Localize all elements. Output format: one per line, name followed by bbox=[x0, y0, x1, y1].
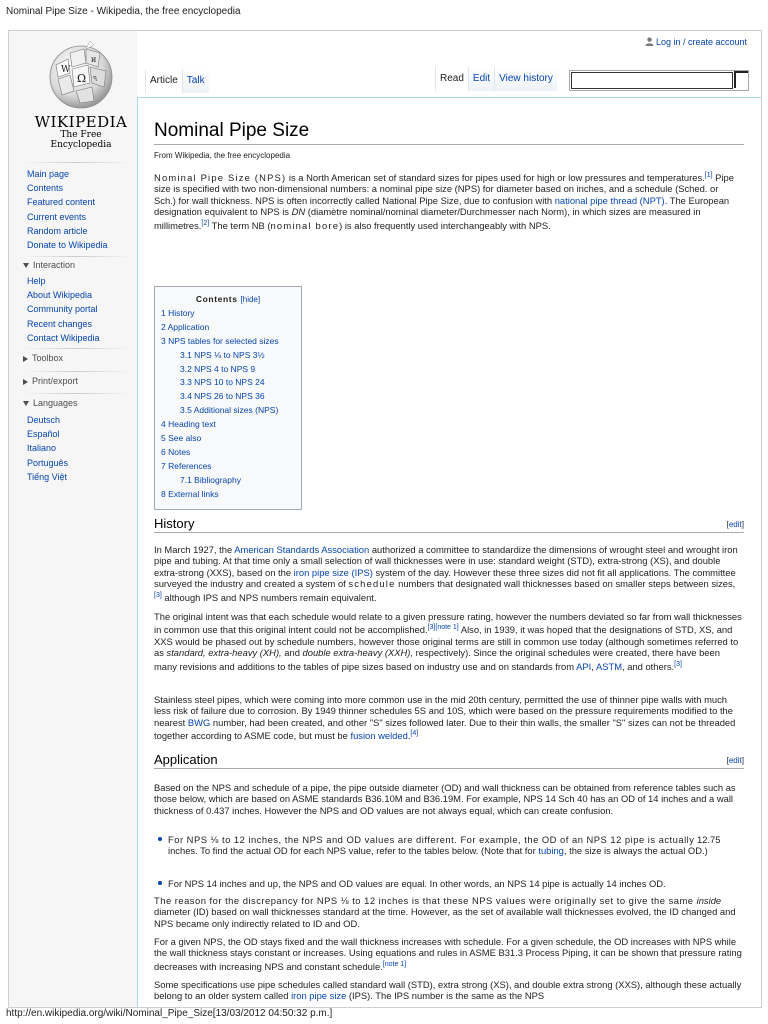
term-nominal-bore: nominal bore bbox=[270, 219, 340, 231]
text-run: Also, in 1939, it was hoped that the designations of STD, XS, and XXS would be phased out by schedule numbers, however those original terms are still in common use today (although sometimes referred to as bbox=[154, 624, 739, 659]
link-astm[interactable]: ASTM bbox=[595, 660, 623, 672]
term-dn: DN bbox=[291, 206, 306, 218]
toolbox-heading[interactable] bbox=[23, 353, 63, 363]
nav-contents[interactable]: Contents bbox=[27, 183, 64, 194]
nav-recent-changes[interactable]: Recent changes bbox=[27, 318, 93, 329]
nav-contact-wikipedia[interactable]: Contact Wikipedia bbox=[27, 332, 100, 343]
ref-note-1[interactable]: [note 1] bbox=[382, 960, 407, 968]
toolbox-heading-label: Toolbox bbox=[32, 353, 64, 363]
sidebar-divider bbox=[23, 371, 131, 372]
text-run: number, had been created, and other "S" sizes followed later. Due to their thin walls, the smaller "S" sizes can not be threaded together according to ASME code, but must be bbox=[154, 716, 736, 742]
login-label: Log in / create account bbox=[655, 37, 747, 47]
history-paragraph-3 bbox=[154, 694, 742, 742]
toc-item[interactable]: 1 History bbox=[161, 308, 195, 318]
nav-portal bbox=[27, 167, 137, 252]
text-run: . The European designation equivalent to NPS is bbox=[154, 194, 730, 218]
edit-history-button[interactable]: edit bbox=[728, 520, 742, 529]
table-of-contents bbox=[154, 286, 302, 510]
login-link[interactable] bbox=[645, 37, 747, 47]
lang-italiano[interactable]: Italiano bbox=[27, 443, 57, 454]
ref-2[interactable]: [2] bbox=[201, 219, 210, 227]
logo-wordmark: WIKIPEDIA bbox=[34, 113, 128, 131]
toc-item[interactable]: 6 Notes bbox=[161, 446, 191, 457]
tab-read[interactable]: Read bbox=[435, 67, 468, 91]
tab-talk[interactable]: Talk bbox=[182, 69, 209, 93]
text-run: numbers that designated wall thicknesses based on smaller steps between sizes, bbox=[395, 578, 736, 590]
lang-espanol[interactable]: Español bbox=[27, 429, 60, 440]
toc-item[interactable]: 3.3 NPS 10 to NPS 24 bbox=[180, 377, 265, 388]
text-run: Stainless steel pipes, which were coming into more common use in the mid 20th century, permitted the use of thinner pipe walls with much less risk of failure due to corrosion. By 1949 thinner schedules 5S and 10S, which were based on the pressure requirements modified to the nearest bbox=[154, 694, 733, 728]
text-run: and bbox=[281, 647, 303, 659]
term-schedule: schedule bbox=[348, 578, 396, 590]
term-extra-heavy: standard, extra-heavy (XH), bbox=[166, 647, 282, 659]
search-input[interactable] bbox=[571, 72, 733, 89]
bullet-icon bbox=[158, 881, 162, 885]
list-item bbox=[168, 834, 742, 857]
toc-item[interactable]: 3.1 NPS ⅛ to NPS 3½ bbox=[180, 349, 265, 360]
link-national-pipe-thread[interactable]: national pipe thread (NPT) bbox=[554, 194, 665, 206]
lang-deutsch[interactable]: Deutsch bbox=[27, 415, 61, 425]
collapse-arrow-icon bbox=[23, 263, 29, 268]
term-inside: inside bbox=[696, 895, 722, 906]
page-frame bbox=[8, 30, 762, 1008]
edit-application-button[interactable]: edit bbox=[728, 756, 742, 765]
heading-history bbox=[154, 516, 744, 533]
toc-item[interactable]: 3.5 Additional sizes (NPS) bbox=[180, 405, 279, 416]
heading-application bbox=[154, 752, 744, 769]
tab-view-history[interactable]: View history bbox=[494, 67, 557, 91]
toc-item[interactable]: 3.2 NPS 4 to NPS 9 bbox=[180, 363, 256, 374]
sidebar-divider bbox=[23, 348, 131, 349]
search-box bbox=[569, 70, 749, 91]
toc-title: Contents bbox=[195, 294, 238, 304]
svg-text:W: W bbox=[61, 65, 71, 75]
text-run: diameter (ID) based on wall thicknesses standard at the time. However, as the set of available wall thicknesses evolved, the ID changed and NPS became only indirectly related to ID and OD. bbox=[154, 906, 736, 929]
ref-1[interactable]: [1] bbox=[704, 172, 713, 179]
tab-edit[interactable]: Edit bbox=[468, 67, 494, 91]
lang-tieng-viet[interactable]: Tiếng Việt bbox=[27, 471, 68, 482]
link-iron-pipe-size[interactable]: iron pipe size (IPS) bbox=[293, 566, 373, 578]
toc-item[interactable]: 3 NPS tables for selected sizes bbox=[161, 335, 279, 346]
application-paragraph-4 bbox=[154, 979, 742, 1002]
history-paragraph-2: The original intent was that each schedule would relate to a given pressure rating, however the numbers deviated so far from wall thicknesses in common use that this original intent could not be accomplished.[3][note 1] Also, in 1939, it was hoped that the designations of STD, XS, and XXS would be phased out by schedule numbers, however those original terms are still in common use today (although sometimes referred to as standard, extra-heavy (XH), and double extra-heavy (XXH), respectively). Since the original schedules were created, there have been many revisions and additions to the tables of pipe sizes based on industry use and on standards from API, ASTM, and others.[3] bbox=[154, 611, 742, 672]
application-paragraph-1: Based on the NPS and schedule of a pipe, the pipe outside diameter (OD) and wall thickness can be obtained from reference tables such as those below, which are based on ASME standards B36.10M and B36.19M. For example, NPS 14 Sch 40 has an OD of 14 inches and a wall thickness of 0.437 inches. However the NPS and OD values are not always equal, which can create confusion. bbox=[154, 782, 736, 816]
text-run: 12.75 inches. To find the actual OD for each NPS value, refer to the tables below. (Note that for bbox=[168, 834, 721, 857]
text-run: Some specifications use pipe schedules called standard wall (STD), extra strong (XS), and double extra strong (XXS), although these actually belong to an older system called bbox=[154, 979, 742, 1002]
ref-3-note-1[interactable]: [3][note 1] bbox=[427, 624, 459, 632]
print-footer: http://en.wikipedia.org/wiki/Nominal_Pipe_Size[13/03/2012 04:50:32 p.m.] bbox=[6, 1008, 333, 1019]
nav-donate[interactable]: Donate to Wikipedia bbox=[27, 239, 108, 250]
text-run: In March 1927, the bbox=[154, 544, 235, 555]
sidebar-divider bbox=[23, 162, 131, 163]
text-run: For a given NPS, the OD stays fixed and the wall thickness increases with schedule. For a given schedule, the OD increases with NPS while the wall thickness stays constant or increases. Using equations and rules in ASME B31.3 Process Piping, it can be shown that pressure rating decreases with increasing NPS and constant schedule. bbox=[154, 936, 742, 972]
toc-header bbox=[155, 294, 301, 304]
toc-item[interactable]: 8 External links bbox=[161, 488, 219, 499]
site-subtitle: From Wikipedia, the free encyclopedia bbox=[154, 151, 291, 160]
print-header: Nominal Pipe Size - Wikipedia, the free encyclopedia bbox=[6, 6, 241, 17]
lang-portugues[interactable]: Português bbox=[27, 457, 69, 468]
edit-section-link: [edit] bbox=[726, 520, 744, 529]
page-title: Nominal Pipe Size bbox=[154, 120, 744, 145]
ref-3b[interactable]: [3] bbox=[674, 660, 682, 668]
languages-portal bbox=[27, 413, 137, 484]
bullet-icon bbox=[158, 837, 162, 841]
link-api[interactable]: API bbox=[576, 660, 592, 672]
nav-featured-content[interactable]: Featured content bbox=[27, 197, 96, 208]
interaction-heading[interactable] bbox=[23, 260, 75, 270]
heading-history-label: History bbox=[154, 516, 195, 531]
text-run: For NPS 14 inches and up, the NPS and OD values are equal. In other words, an NPS 14 pipe is actually 14 inches OD. bbox=[168, 878, 666, 889]
heading-application-label: Application bbox=[154, 752, 218, 767]
text-run: The original intent was that each schedule would relate to a given pressure rating, however the numbers deviated so far from wall thicknesses in common use that this original intent could not be accomplished. bbox=[154, 611, 742, 636]
application-paragraph-3 bbox=[154, 936, 742, 972]
svg-text:ঀ: ঀ bbox=[93, 74, 98, 84]
nav-random-article[interactable]: Random article bbox=[27, 225, 88, 236]
namespace-tabs bbox=[145, 69, 209, 95]
nav-help[interactable]: Help bbox=[27, 276, 46, 286]
list-item bbox=[168, 878, 742, 889]
toc-item[interactable]: 3.4 NPS 26 to NPS 36 bbox=[180, 391, 265, 402]
text-run: although IPS and NPS numbers remain equivalent. bbox=[161, 591, 377, 603]
nav-about-wikipedia[interactable]: About Wikipedia bbox=[27, 290, 93, 301]
languages-heading[interactable] bbox=[23, 398, 78, 408]
term-double-extra-heavy: double extra-heavy (XXH), bbox=[302, 647, 413, 659]
intro-paragraph bbox=[154, 170, 742, 231]
text-run: The reason for the discrepancy for NPS ⅛ to 12 inches is that these NPS values were originally set to give the same bbox=[154, 895, 697, 906]
tab-article[interactable]: Article bbox=[145, 69, 182, 93]
text-run: respectively). Since the original schedules were created, there have been many revisions and additions to the tables of pipe sizes based on industry use and on standards from bbox=[154, 647, 720, 672]
wikipedia-logo[interactable] bbox=[31, 35, 131, 165]
svg-text:Ω: Ω bbox=[77, 72, 87, 85]
edit-section-link: [edit] bbox=[726, 756, 744, 765]
text-run: . bbox=[407, 730, 411, 742]
languages-heading-label: Languages bbox=[33, 398, 78, 408]
toc-list bbox=[161, 307, 301, 501]
nav-community-portal[interactable]: Community portal bbox=[27, 304, 98, 315]
link-bwg[interactable]: BWG bbox=[187, 716, 211, 728]
nav-current-events[interactable]: Current events bbox=[27, 211, 87, 222]
text-run: For NPS ⅛ to 12 inches, the NPS and OD values are different. For example, the OD of an NPS 12 pipe is actually bbox=[168, 834, 695, 845]
toc-item[interactable]: 4 Heading text bbox=[161, 419, 216, 430]
interaction-portal bbox=[27, 274, 137, 345]
text-run: is a North American set of standard sizes for pipes used for high or low pressures and temperatures. bbox=[286, 172, 705, 183]
nav-main-page[interactable]: Main page bbox=[27, 169, 70, 179]
text-run: (IPS). The IPS number is the same as the NPS bbox=[346, 990, 545, 1002]
toc-item[interactable]: 2 Application bbox=[161, 321, 210, 332]
logo-tagline: The Free Encyclopedia bbox=[50, 130, 112, 150]
view-tabs bbox=[435, 67, 557, 95]
link-iron-pipe-size-2[interactable]: iron pipe size bbox=[291, 990, 347, 1002]
globe-icon bbox=[46, 39, 116, 111]
toc-item[interactable]: 5 See also bbox=[161, 433, 202, 444]
interaction-heading-label: Interaction bbox=[33, 260, 76, 270]
sidebar-divider bbox=[23, 256, 131, 257]
collapse-arrow-icon bbox=[23, 401, 29, 406]
term-nps: Nominal Pipe Size (NPS) bbox=[154, 172, 287, 183]
ref-4[interactable]: [4] bbox=[410, 730, 419, 738]
link-fusion-welded[interactable]: fusion welded bbox=[350, 730, 408, 742]
print-export-heading[interactable] bbox=[23, 376, 78, 386]
text-run: , and others. bbox=[622, 660, 675, 672]
user-icon bbox=[645, 37, 654, 46]
toc-hide-toggle[interactable]: [hide] bbox=[240, 295, 261, 304]
article-content bbox=[137, 97, 762, 1008]
ref-3[interactable]: [3] bbox=[154, 591, 162, 599]
toc-item[interactable]: 7.1 Bibliography bbox=[180, 474, 241, 485]
text-run: authorized a committee to standardize the dimensions of wrought steel and wrought iron pipe and tubing. At that time only a small selection of wall thicknesses were in use: standard weight (STD), extra-strong (XS), and double extra-strong (XXS), based on the bbox=[154, 544, 738, 578]
link-american-standards-association[interactable]: American Standards Association bbox=[234, 544, 370, 555]
text-run: The term NB ( bbox=[209, 219, 271, 231]
print-export-heading-label: Print/export bbox=[32, 376, 79, 386]
toc-item[interactable]: 7 References bbox=[161, 460, 212, 471]
text-run: ) is also frequently used interchangeably with NPS. bbox=[339, 219, 551, 231]
sidebar bbox=[9, 31, 137, 1007]
text-run: Pipe size is specified with two non-dimensional numbers: a nominal pipe size (NPS) for diameter based on inches, and a schedule (Sched. or Sch.) for wall thickness. NPS is often incorrectly called National Pipe Size, due to confusion with bbox=[154, 172, 734, 206]
sidebar-divider bbox=[23, 393, 131, 394]
search-button[interactable] bbox=[734, 71, 748, 88]
history-paragraph-1 bbox=[154, 544, 742, 603]
svg-text:и: и bbox=[91, 55, 97, 64]
link-tubing[interactable]: tubing bbox=[538, 845, 564, 857]
expand-arrow-icon bbox=[23, 356, 28, 362]
text-run: , the size is always the actual OD.) bbox=[563, 845, 708, 857]
application-paragraph-2 bbox=[154, 895, 742, 929]
text-run: (diamètre nominal/nominal diameter/Durchmesser nach Norm), in which sizes are measured in millimetres. bbox=[154, 206, 701, 231]
expand-arrow-icon bbox=[23, 379, 28, 385]
text-run: system of the day. However these three sizes did not fit all applications. The committee surveyed the industry and created a system of bbox=[154, 566, 736, 590]
